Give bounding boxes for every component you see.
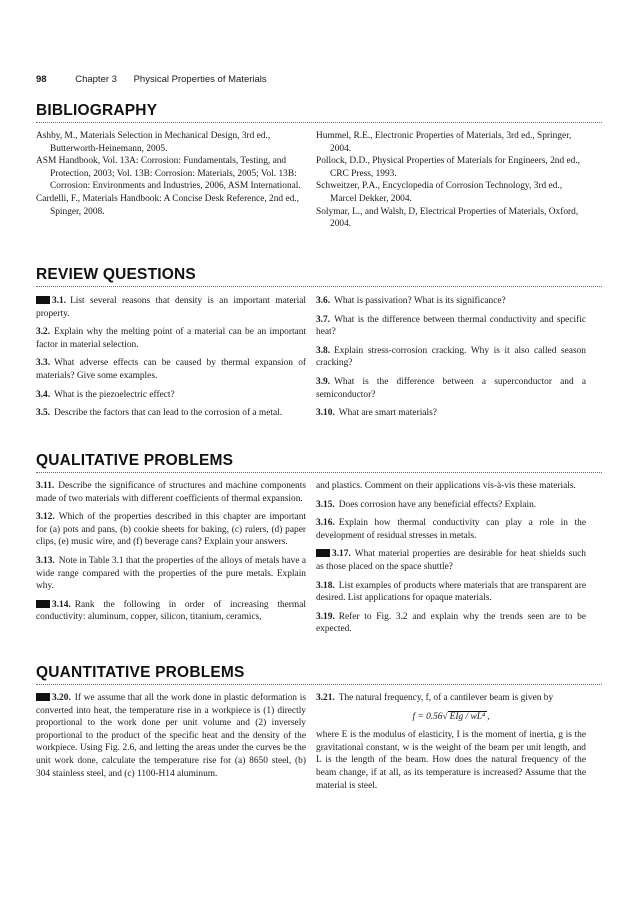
question: 3.16. Explain how thermal conductivity can play a role in the development of residual stresses in metals. <box>316 518 586 541</box>
quantitative-heading: QUANTITATIVE PROBLEMS <box>36 664 245 681</box>
question: 3.12. Which of the properties described in this chapter are important for (a) pots and pans, (b) cookie sheets for baking, (c) rulers, (d) paper clips, (e) music wire, and (f) beverage cans? Explain your answers. <box>36 512 306 548</box>
chapter-title: Physical Properties of Materials <box>133 74 267 85</box>
question: 3.15. Does corrosion have any beneficial effects? Explain. <box>316 499 537 510</box>
question: 3.14. Rank the following in order of increasing thermal conductivity: aluminum, copper, silicon, titanium, ceramics, <box>36 599 306 623</box>
qualitative-left <box>36 480 306 630</box>
video-marker-icon <box>36 600 50 608</box>
section-divider <box>36 472 602 473</box>
natural-frequency-equation: f = 0.56√ EIg / wL⁴ , <box>412 711 490 722</box>
bibliography-right <box>316 130 586 231</box>
review-left <box>36 295 306 426</box>
question: 3.9. What is the difference between a superconductor and a semiconductor? <box>316 376 586 400</box>
page-number: 98 <box>36 74 47 85</box>
question: 3.8. Explain stress-corrosion cracking. Why is it also called season cracking? <box>316 345 586 369</box>
section-divider <box>36 286 602 287</box>
question: 3.5. Describe the factors that can lead to the corrosion of a metal. <box>36 408 283 419</box>
section-divider <box>36 122 602 123</box>
question: 3.10. What are smart materials? <box>316 408 437 419</box>
review-heading: REVIEW QUESTIONS <box>36 266 196 283</box>
qualitative-heading: QUALITATIVE PROBLEMS <box>36 452 234 469</box>
video-marker-icon <box>316 549 330 557</box>
question: 3.20. If we assume that all the work done in plastic deformation is converted into heat, the temperature rise in a workpiece is (1) directly proportional to the work done per unit volume and (2) inversely proportional to the product of the specific heat and the density of the workpiece. Using Fig. 2.6, and letting the areas under the curves be the unit work done, calculate the temperature rise for (a) 8650 steel, (b) 304 stainless steel, and (c) 1100-H14 aluminum. <box>36 693 306 779</box>
review-right <box>316 295 586 426</box>
question: 3.6. What is passivation? What is its significance? <box>316 296 506 306</box>
question: 3.19. Refer to Fig. 3.2 and explain why the trends seen are to be expected. <box>316 611 586 635</box>
question-continued: where E is the modulus of elasticity, I is the moment of inertia, g is the gravitational constant, w is the weight of the beam per unit length, and L is the length of the beam. How does the natural frequency of the beam change, if at all, as its temperature is increased? Assume that the material is steel. <box>316 730 586 791</box>
bib-entry: Cardelli, F., Materials Handbook: A Concise Desk Reference, 2nd ed., Spinger, 2008. <box>36 193 299 217</box>
question: 3.2. Explain why the melting point of a material can be an important factor in material selection. <box>36 327 306 350</box>
bib-entry: ASM Handbook, Vol. 13A: Corrosion: Fundamentals, Testing, and Protection, 2003; Vol. 13B: Corrosion: Materials, 2005; Vol. 13B: Corrosion: Environments and Industries, 2006, ASM International. <box>36 156 301 192</box>
qualitative-right <box>316 480 586 642</box>
quantitative-right <box>316 692 586 798</box>
bibliography-left <box>36 130 306 218</box>
question: 3.7. What is the difference between thermal conductivity and specific heat? <box>316 314 586 338</box>
section-divider <box>36 684 602 685</box>
question: 3.21. The natural frequency, f, of a cantilever beam is given by <box>316 693 554 703</box>
question: 3.18. List examples of products where materials that are transparent are desired. List applications for opaque materials. <box>316 580 586 604</box>
quantitative-left <box>36 692 306 786</box>
bib-entry: Ashby, M., Materials Selection in Mechanical Design, 3rd ed., Butterworth-Heinemann, 2005. <box>36 131 271 154</box>
question-continued: and plastics. Comment on their applications vis-à-vis these materials. <box>316 481 576 491</box>
question: 3.4. What is the piezoelectric effect? <box>36 389 175 400</box>
bib-entry: Pollock, D.D., Physical Properties of Materials for Engineers, 2nd ed., CRC Press, 1993. <box>316 156 581 179</box>
running-header <box>36 74 267 85</box>
question: 3.17. What material properties are desirable for heat shields such as those placed on the space shuttle? <box>316 549 586 572</box>
chapter-label: Chapter 3 <box>75 74 117 85</box>
bib-entry: Schweitzer, P.A., Encyclopedia of Corrosion Technology, 3rd ed., Marcel Dekker, 2004. <box>316 181 563 204</box>
video-marker-icon <box>36 296 50 304</box>
video-marker-icon <box>36 693 50 701</box>
bib-entry: Hummel, R.E., Electronic Properties of Materials, 3rd ed., Springer, 2004. <box>316 131 572 154</box>
question: 3.13. Note in Table 3.1 that the properties of the alloys of metals have a wide range compared with the properties of the pure metals. Explain why. <box>36 555 306 592</box>
question: 3.1. List several reasons that density is an important material property. <box>36 296 306 319</box>
bibliography-heading: BIBLIOGRAPHY <box>36 102 158 119</box>
question: 3.3. What adverse effects can be caused by thermal expansion of materials? Give some examples. <box>36 358 306 381</box>
bib-entry: Solymar, L., and Walsh, D, Electrical Properties of Materials, Oxford, 2004. <box>316 206 579 230</box>
question: 3.11. Describe the significance of structures and machine components made of two materials with different coefficients of thermal expansion. <box>36 481 306 504</box>
